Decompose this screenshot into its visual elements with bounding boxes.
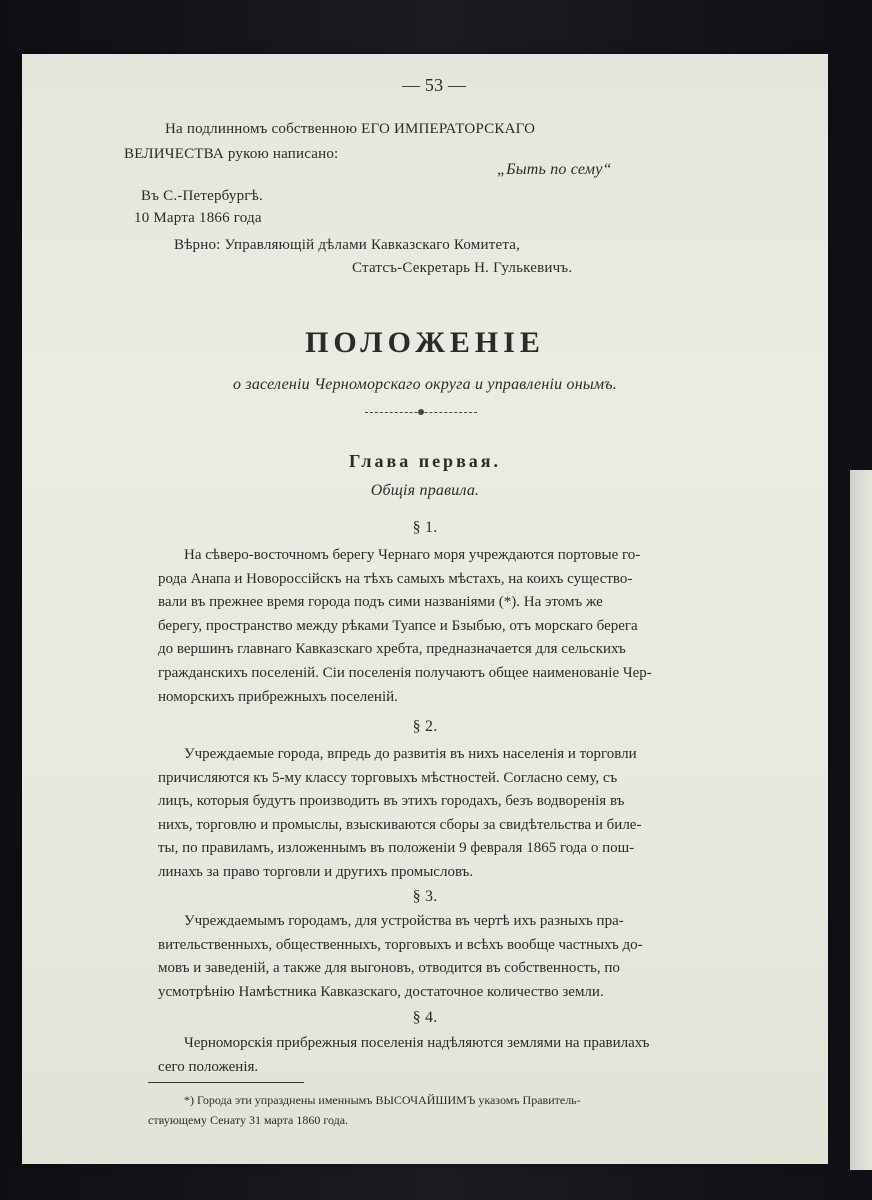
chapter-title: Глава первая. (348, 451, 502, 471)
footnote-rule (148, 1082, 304, 1083)
paragraph-line: Черноморскія прибрежныя поселенія надѣляются землями на правилахъ (184, 1035, 650, 1051)
document-title: ПОЛОЖЕНІЕ (305, 326, 545, 359)
section-3-paragraph (158, 910, 718, 1004)
approval-line-1: На подлинномъ собственною ЕГО ИМПЕРАТОРСКАГО (165, 121, 536, 137)
paragraph-line: нихъ, торговлю и промыслы, взыскиваются сборы за свидѣтельства и биле- (158, 816, 642, 833)
paragraph-line: сего положенія. (158, 1058, 259, 1075)
paragraph-line: лицъ, которыя будутъ производить въ этихъ городахъ, безъ водворенія въ (158, 793, 625, 810)
document-page (22, 54, 828, 1164)
paragraph-line: вительственныхъ, общественныхъ, торговыхъ и всѣхъ вообще частныхъ до- (158, 936, 643, 953)
chapter-subtitle: Общія правила. (370, 482, 480, 499)
certification-line: Вѣрно: Управляющій дѣлами Кавказскаго Комитета, (174, 237, 521, 253)
paragraph-line: линахъ за право торговли и другихъ промысловъ. (158, 863, 474, 880)
section-mark-2: § 2. (412, 718, 438, 735)
paragraph-line: вали въ прежнее время города подъ сими названіями (*). На этомъ же (158, 594, 603, 611)
paragraph-line: ты, по правиламъ, изложеннымъ въ положеніи 9 февраля 1865 года о пош- (158, 840, 635, 857)
approval-date: 10 Марта 1866 года (134, 210, 262, 226)
section-1-paragraph (158, 544, 718, 709)
ornament-dot (418, 409, 424, 415)
secretary-signature: Статсъ-Секретарь Н. Гулькевичъ. (352, 260, 573, 276)
section-mark-3: § 3. (412, 888, 438, 905)
paragraph-line: номорскихъ прибрежныхъ поселеній. (158, 688, 398, 705)
section-2-paragraph (158, 743, 718, 885)
paragraph-line: до вершинъ главнаго Кавказскаго хребта, предназначается для сельскихъ (158, 641, 626, 658)
paragraph-line: Учреждаемые города, впредь до развитія въ нихъ населенія и торговли (184, 746, 637, 762)
paragraph-line: рода Анапа и Новороссійскъ на тѣхъ самыхъ мѣстахъ, на коихъ существо- (158, 570, 633, 587)
paragraph-line: мовъ и заведеній, а также для выгоновъ, отводится въ собственность, по (158, 960, 620, 977)
paragraph-line: гражданскихъ поселеній. Сіи поселенія получаютъ общее наименованіе Чер- (158, 664, 652, 681)
approval-place: Въ С.-Петербургѣ. (141, 188, 263, 204)
page-number: — 53 — (402, 75, 467, 95)
paragraph-line: причисляются къ 5-му классу торговыхъ мѣстностей. Согласно сему, съ (158, 769, 618, 786)
section-mark-1: § 1. (412, 519, 438, 536)
section-4-paragraph (158, 1032, 718, 1079)
paragraph-line: усмотрѣнію Намѣстника Кавказскаго, достаточное количество земли. (158, 983, 604, 1000)
footnote (148, 1090, 718, 1130)
footnote-line: ствующему Сенату 31 марта 1860 года. (148, 1113, 349, 1127)
document-subtitle: о заселеніи Черноморскаго округа и управленіи онымъ. (232, 376, 617, 393)
paragraph-line: На сѣверо-восточномъ берегу Чернаго моря учреждаются портовые го- (184, 547, 641, 563)
imperial-inscription: „Быть по сему“ (497, 161, 612, 178)
paragraph-line: Учреждаемымъ городамъ, для устройства въ чертѣ ихъ разныхъ пра- (184, 913, 624, 929)
approval-line-2: ВЕЛИЧЕСТВА рукою написано: (124, 146, 339, 162)
paragraph-line: берегу, пространство между рѣками Туапсе и Бзыбью, отъ морскаго берега (158, 617, 638, 634)
footnote-line: *) Города эти упразднены именнымъ ВЫСОЧАЙШИМЪ указомъ Правитель- (184, 1093, 581, 1107)
adjacent-sheet-edge (850, 470, 872, 1170)
section-mark-4: § 4. (412, 1009, 438, 1026)
